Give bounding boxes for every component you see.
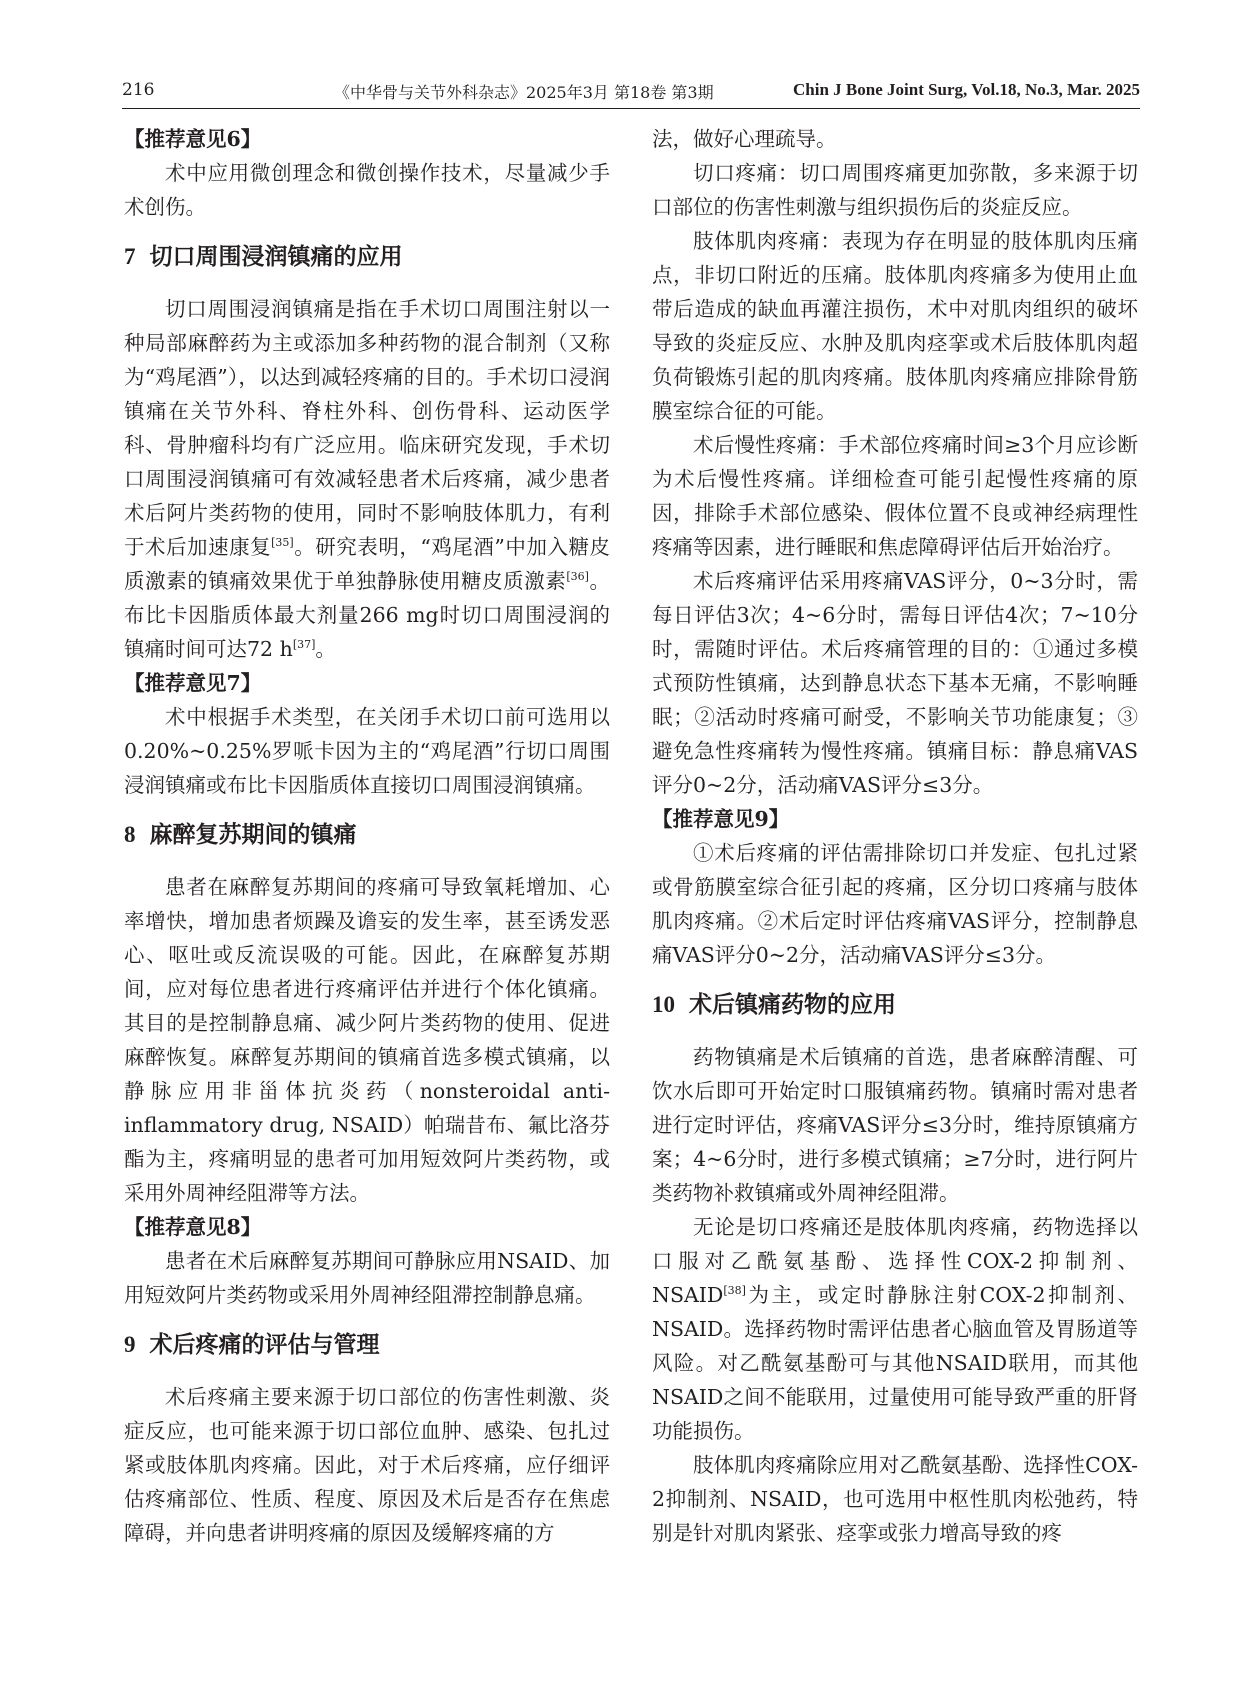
section-7-heading: [124, 240, 610, 274]
running-header: [122, 78, 1140, 109]
recommendation-6-text: 术中应用微创理念和微创操作技术，尽量减少手术创伤。: [124, 161, 610, 219]
section-9-heading: [124, 1328, 610, 1362]
section-10-paragraph-1: 药物镇痛是术后镇痛的首选，患者麻醉清醒、可饮水后即可开始定时口服镇痛药物。镇痛时需对患者进行定时评估，疼痛VAS评分≤3分时，维持原镇痛方案；4~6分时，进行多模式镇痛；≥7分时，进行阿片类药物补救镇痛或外周神经阻滞。: [652, 1045, 1138, 1205]
recommendation-8-text: 患者在术后麻醉复苏期间可静脉应用NSAID、加用短效阿片类药物或采用外周神经阻滞控制静息痛。: [124, 1249, 610, 1307]
section-7-paragraph: [124, 292, 610, 666]
citation[interactable]: [36]: [566, 570, 589, 583]
recommendation-7-label: 【推荐意见7】: [124, 671, 262, 695]
citation[interactable]: [38]: [723, 1284, 746, 1297]
recommendation-9-text: ①术后疼痛的评估需排除切口并发症、包扎过紧或骨筋膜室综合征引起的疼痛，区分切口疼痛与肢体肌肉疼痛。②术后定时评估疼痛VAS评分，控制静息痛VAS评分0~2分，活动痛VAS评分≤3分。: [652, 841, 1138, 967]
journal-title-cn: 《中华骨与关节外科杂志》2025年3月 第18卷 第3期: [334, 83, 714, 102]
section-10-heading: [652, 988, 1138, 1022]
section-number: 8: [124, 822, 136, 847]
page-number: 216: [122, 80, 155, 100]
right-column: [652, 122, 1138, 1550]
incision-pain-paragraph: 切口疼痛：切口周围疼痛更加弥散，多来源于切口部位的伤害性刺激与组织损伤后的炎症反应。: [652, 161, 1138, 219]
text-run: 。: [315, 637, 336, 661]
text-run: 为主，或定时静脉注射COX-2抑制剂、NSAID。选择药物时需评估患者心脑血管及胃肠道等风险。对乙酰氨基酚可与其他NSAID联用，而其他NSAID之间不能联用，过量使用可能导致严重的肝肾功能损伤。: [652, 1283, 1138, 1443]
section-8-heading: [124, 818, 610, 852]
section-title: 切口周围浸润镇痛的应用: [149, 244, 403, 270]
left-column: [124, 122, 610, 1550]
section-10-paragraph-2: [652, 1210, 1138, 1448]
citation[interactable]: [35]: [271, 536, 294, 549]
section-title: 麻醉复苏期间的镇痛: [149, 822, 357, 848]
section-8-paragraph: 患者在麻醉复苏期间的疼痛可导致氧耗增加、心率增快，增加患者烦躁及谵妄的发生率，甚至诱发恶心、呕吐或反流误吸的可能。因此，在麻醉复苏期间，应对每位患者进行疼痛评估并进行个体化镇痛。其目的是控制静息痛、减少阿片类药物的使用、促进麻醉恢复。麻醉复苏期间的镇痛首选多模式镇痛，以静脉应用非甾体抗炎药（nonsteroidal anti-inflammatory drug, NSAID）帕瑞昔布、氟比洛芬酯为主，疼痛明显的患者可加用短效阿片类药物，或采用外周神经阻滞等方法。: [124, 875, 610, 1205]
journal-title-en: Chin J Bone Joint Surg, Vol.18, No.3, Mar. 2025: [793, 80, 1140, 99]
section-number: 7: [124, 244, 136, 269]
recommendation-7-text: 术中根据手术类型，在关闭手术切口前可选用以0.20%~0.25%罗哌卡因为主的“鸡尾酒”行切口周围浸润镇痛或布比卡因脂质体直接切口周围浸润镇痛。: [124, 705, 610, 797]
recommendation-6-label: 【推荐意见6】: [124, 127, 262, 151]
chronic-pain-paragraph: 术后慢性疼痛：手术部位疼痛时间≥3个月应诊断为术后慢性疼痛。详细检查可能引起慢性疼痛的原因，排除手术部位感染、假体位置不良或神经病理性疼痛等因素，进行睡眠和焦虑障碍评估后开始治疗。: [652, 433, 1138, 559]
recommendation-8-label: 【推荐意见8】: [124, 1215, 262, 1239]
section-title: 术后疼痛的评估与管理: [149, 1332, 380, 1358]
text-run: 无论是切口疼痛还是肢体肌肉疼痛，药物选择以口服对乙酰氨基酚、选择性COX-2抑制剂、NSAID: [652, 1215, 1138, 1307]
text-run: 切口周围浸润镇痛是指在手术切口周围注射以一种局部麻醉药为主或添加多种药物的混合制剂（又称为“鸡尾酒”），以达到减轻疼痛的目的。手术切口浸润镇痛在关节外科、脊柱外科、创伤骨科、运动医学科、骨肿瘤科均有广泛应用。临床研究发现，手术切口周围浸润镇痛可有效减轻患者术后疼痛，减少患者术后阿片类药物的使用，同时不影响肢体肌力，有利于术后加速康复: [124, 297, 610, 559]
vas-assessment-paragraph: 术后疼痛评估采用疼痛VAS评分，0~3分时，需每日评估3次；4~6分时，需每日评估4次；7~10分时，需随时评估。术后疼痛管理的目的：①通过多模式预防性镇痛，达到静息状态下基本无痛，不影响睡眠；②活动时疼痛可耐受，不影响关节功能康复；③避免急性疼痛转为慢性疼痛。镇痛目标：静息痛VAS评分0~2分，活动痛VAS评分≤3分。: [652, 569, 1138, 797]
section-9-paragraph: 术后疼痛主要来源于切口部位的伤害性刺激、炎症反应，也可能来源于切口部位血肿、感染、包扎过紧或肢体肌肉疼痛。因此，对于术后疼痛，应仔细评估疼痛部位、性质、程度、原因及术后是否存在焦虑障碍，并向患者讲明疼痛的原因及缓解疼痛的方: [124, 1385, 610, 1545]
citation[interactable]: [37]: [292, 638, 316, 651]
muscle-pain-paragraph: 肢体肌肉疼痛：表现为存在明显的肢体肌肉压痛点，非切口附近的压痛。肢体肌肉疼痛多为使用止血带后造成的缺血再灌注损伤，术中对肌肉组织的破坏导致的炎症反应、水肿及肌肉痉挛或术后肢体肌肉超负荷锻炼引起的肌肉疼痛。肢体肌肉疼痛应排除骨筋膜室综合征的可能。: [652, 229, 1138, 423]
text-run: 。研究表明，“鸡尾酒”中加入糖皮质激素的镇痛效果优于单独静脉使用糖皮质激素: [124, 535, 610, 593]
section-number: 9: [124, 1332, 136, 1357]
section-title: 术后镇痛药物的应用: [689, 992, 896, 1018]
section-number: 10: [652, 992, 675, 1017]
recommendation-9-label: 【推荐意见9】: [652, 807, 790, 831]
text-run: 。布比卡因脂质体最大剂量266 mg时切口周围浸润的镇痛时间可达72 h: [124, 569, 611, 661]
continued-paragraph: 法，做好心理疏导。: [652, 127, 837, 151]
section-10-paragraph-3: 肢体肌肉疼痛除应用对乙酰氨基酚、选择性COX-2抑制剂、NSAID，也可选用中枢性肌肉松弛药，特别是针对肌肉紧张、痉挛或张力增高导致的疼: [652, 1453, 1138, 1545]
